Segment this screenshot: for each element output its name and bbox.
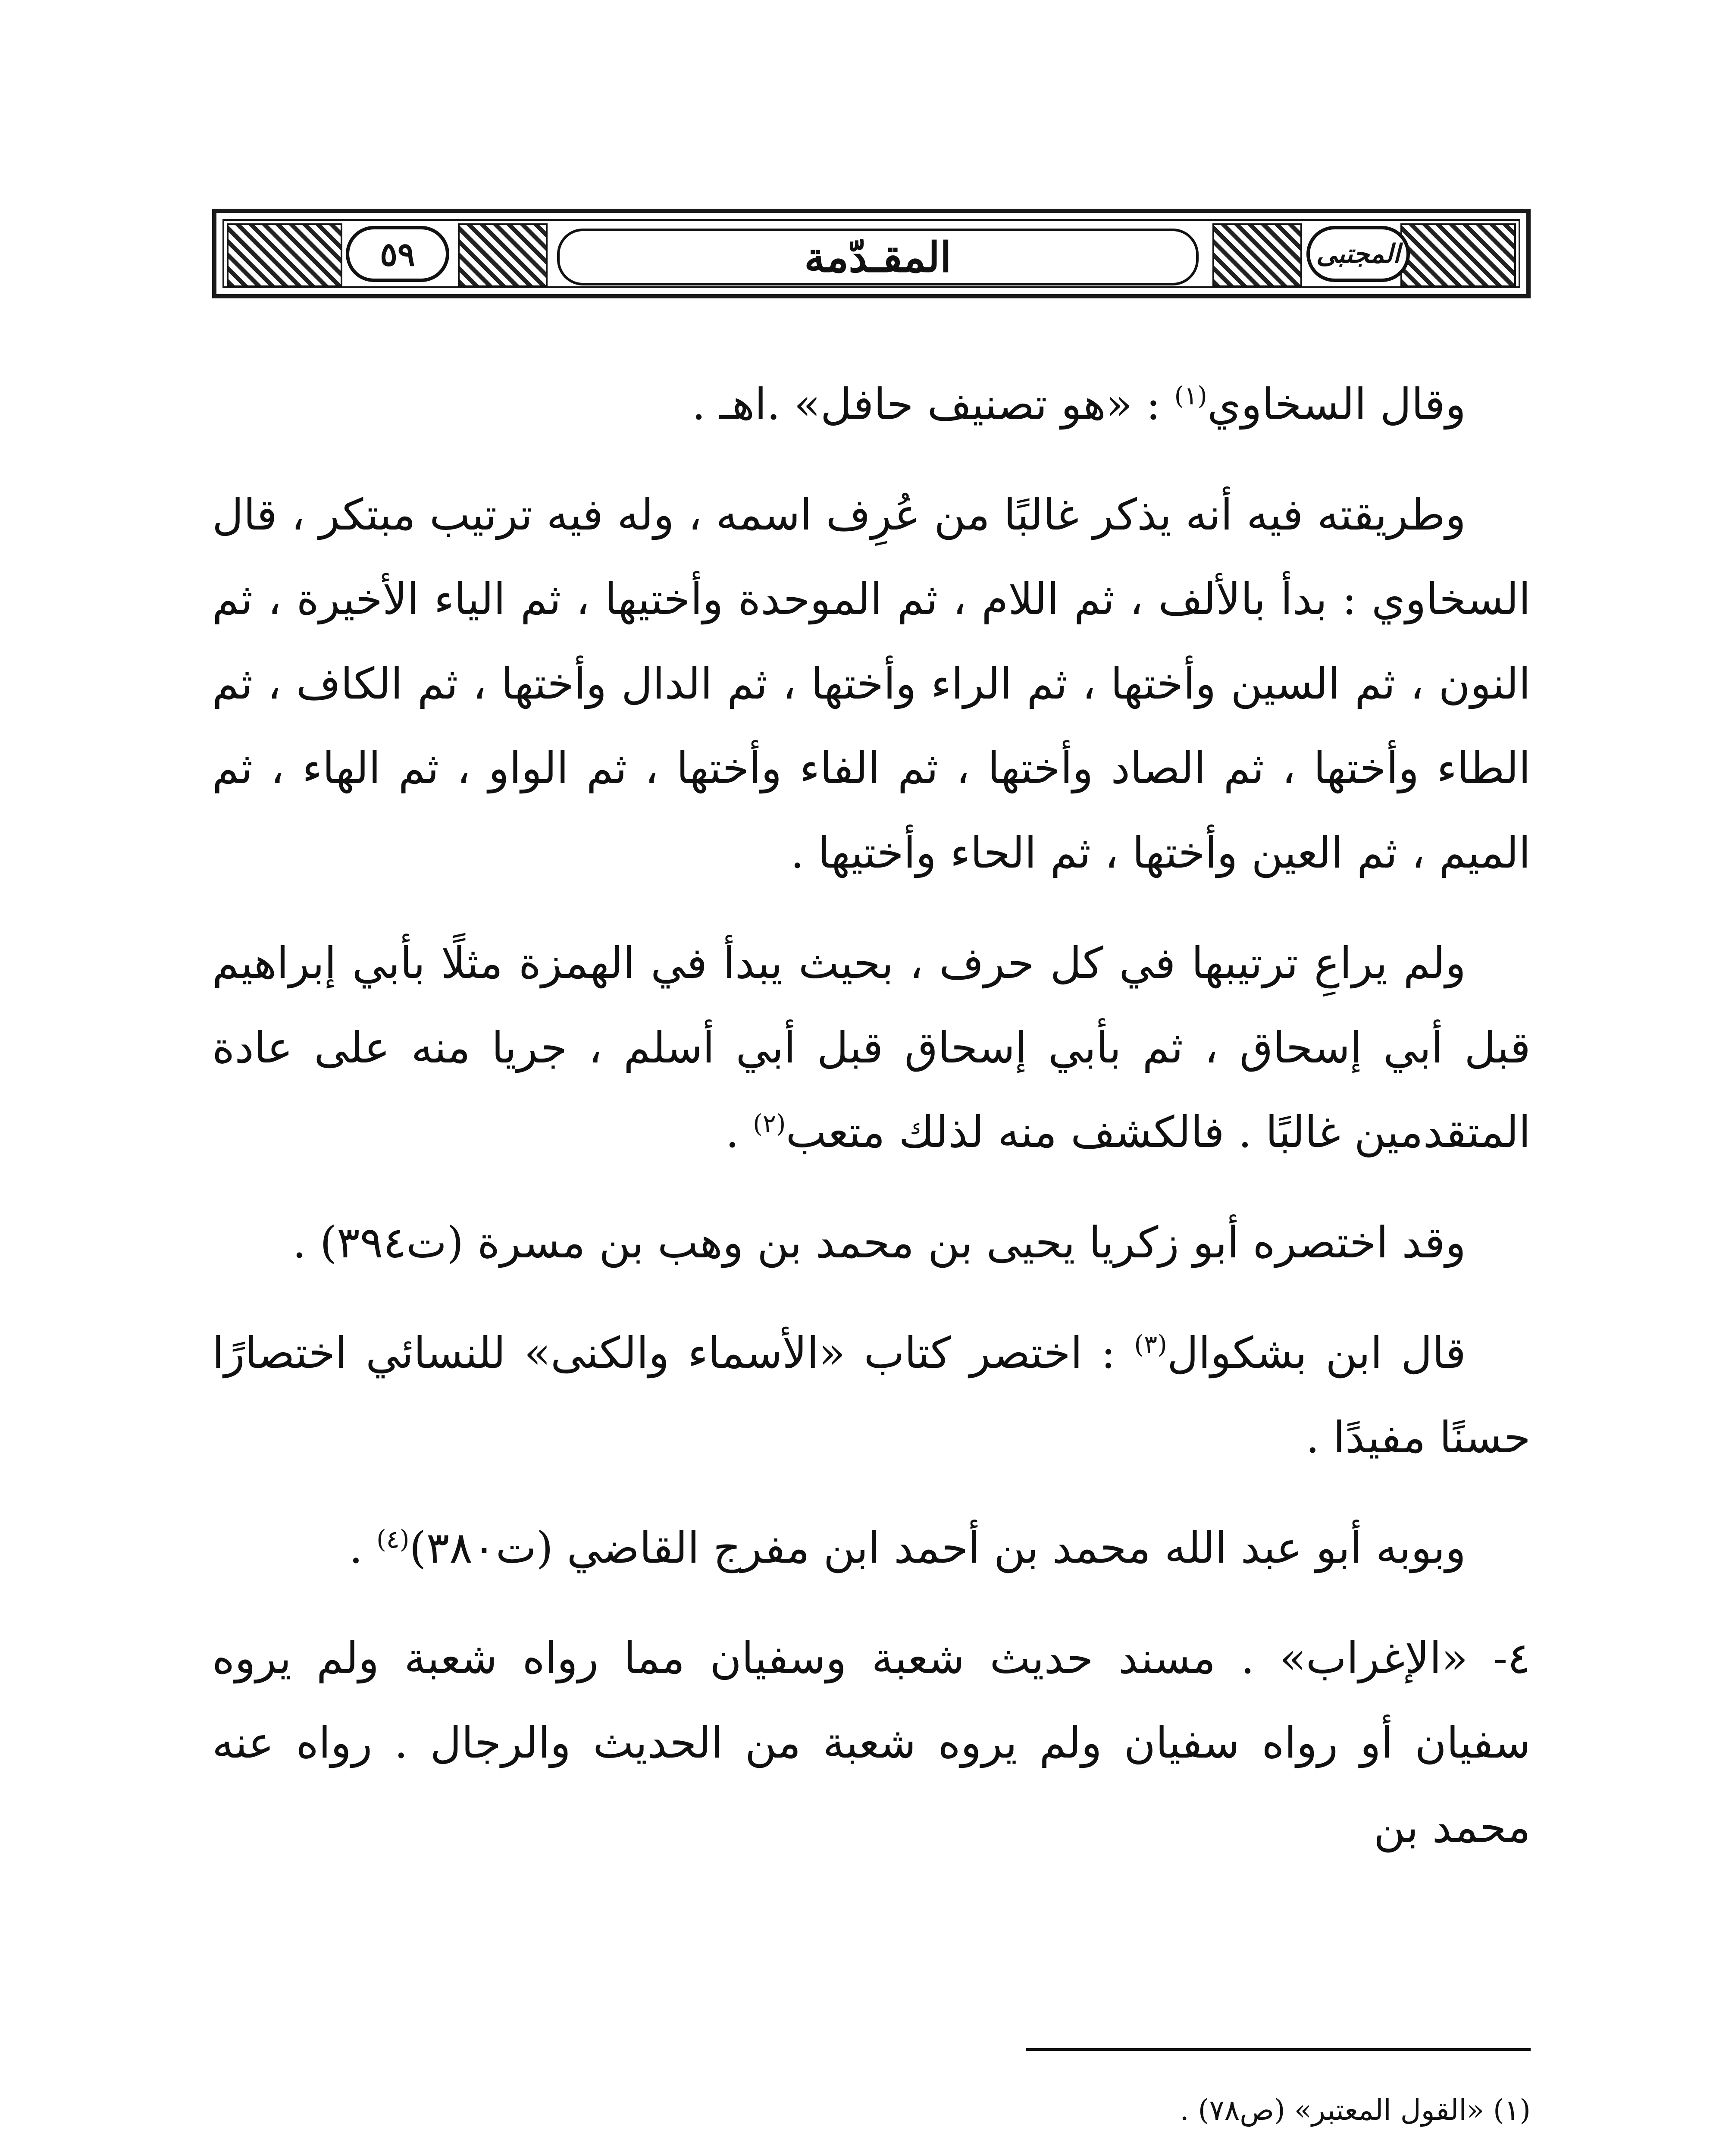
paragraph: وبوبه أبو عبد الله محمد بن أحمد ابن مفرج القاضي (ت٣٨٠)$^{(٤)}$ . [349, 1523, 1466, 1573]
footnote-ref[interactable]: (٢) [753, 1109, 786, 1138]
page-header-banner [212, 209, 1531, 298]
paragraph: وطريقته فيه أنه يذكر غالبًا من عُرِف اسمه ، وله فيه ترتيب مبتكر ، قال السخاوي : بدأ بالألف ، ثم اللام ، ثم الموحدة وأختيها ، ثم الياء الأخيرة ، ثم النون ، ثم السين وأختها ، ثم الراء وأختها ، ثم الدال وأختها ، ثم الكاف ، ثم الطاء وأختها ، ثم الصاد وأختها ، ثم الفاء وأختها ، ثم الواو ، ثم الهاء ، ثم الميم ، ثم العين وأختها ، ثم الحاء وأختيها . [212, 489, 1531, 878]
chapter-title: المقـدّمة [804, 232, 952, 282]
footnote-ref[interactable]: (١) [1174, 381, 1207, 411]
page-number-medallion [346, 226, 449, 282]
footnote-separator [1026, 2048, 1531, 2051]
book-logo: المجتبى [1316, 239, 1400, 269]
footnote: (١) «القول المعتبر» (ص٧٨) . [1180, 2093, 1531, 2127]
footnotes [212, 2078, 1531, 2156]
ornament-right-outer [1400, 223, 1516, 287]
paragraph: وقد اختصره أبو زكريا يحيى بن محمد بن وهب بن مسرة (ت٣٩٤) . [292, 1217, 1466, 1268]
book-logo-medallion [1306, 226, 1410, 282]
footnote [212, 2142, 1531, 2156]
paragraph: ولم يراعِ ترتيبها في كل حرف ، بحيث يبدأ في الهمزة مثلًا بأبي إبراهيم قبل أبي إسحاق ، ثم بأبي إسحاق قبل أبي أسلم ، جريا منه على عادة المتقدمين غالبًا . فالكشف منه لذلك متعب$^{(٢)}$ . [212, 938, 1531, 1157]
paragraph: وقال السخاوي$^{(١)}$ : «هو تصنيف حافل» .اهـ . [692, 379, 1466, 429]
ornament-left-outer [227, 223, 342, 287]
footnote-ref[interactable]: (٣) [1134, 1329, 1167, 1359]
paragraph: قال ابن بشكوال$^{(٣)}$ : اختصر كتاب «الأسماء والكنى» للنسائي اختصارًا حسنًا مفيدًا . [212, 1328, 1531, 1463]
title-cartouche [557, 229, 1199, 285]
paragraph: ٤- «الإغراب» . مسند حديث شعبة وسفيان مما رواه شعبة ولم يروه سفيان أو رواه سفيان ولم يروه شعبة من الحديث والرجال . رواه عنه محمد بن [212, 1633, 1531, 1852]
footnote-ref[interactable]: (٤) [376, 1524, 410, 1554]
page-number: ٥٩ [380, 235, 415, 273]
ornament-left-inner [458, 223, 548, 287]
main-text [212, 362, 1531, 1896]
ornament-right-inner [1212, 223, 1302, 287]
